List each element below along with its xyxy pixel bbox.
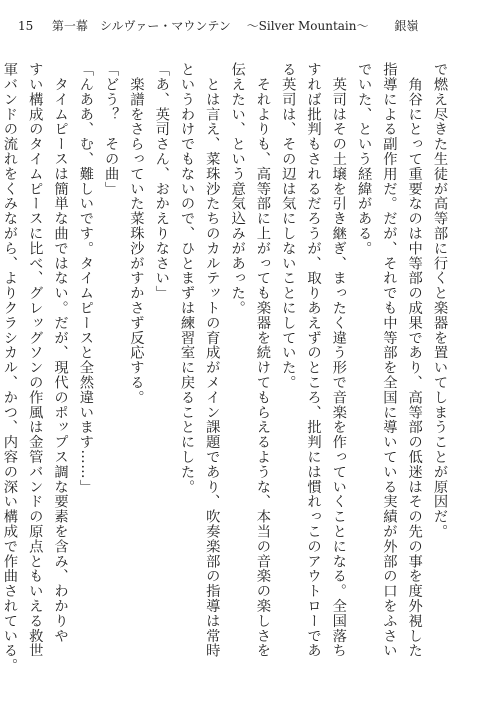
- chapter-subtitle: ～Silver Mountain～: [246, 19, 369, 33]
- text-line: 「んああ、む、難しいです。タイムピースと全然違います……」: [77, 62, 94, 495]
- text-line: でいた、という経緯がある。: [356, 62, 373, 256]
- page-number: 15: [18, 19, 34, 33]
- vertical-text-body: [1, 62, 452, 680]
- text-line: すい構成のタイムピースに比べ、グレッグソンの作風は金管バンドの原点ともいえる救世: [27, 62, 44, 658]
- text-line: 楽譜をさらっていた菜珠沙がすかさず反応する。: [128, 62, 145, 405]
- text-line: る英司は、その辺は気にしないことにしていた。: [280, 62, 297, 390]
- text-line: 英司はその土壌を引き継ぎ、まったく違う形で音楽を作っていくことになる。全国落ち: [330, 62, 347, 658]
- text-line: 軍バンドの流れをくみながら、よりクラシカル、かつ、内容の深い構成で作曲されている。: [1, 62, 18, 673]
- text-line: とは言え、菜珠沙たちのカルテットの育成がメイン課題であり、吹奏楽部の指導は常時: [204, 62, 221, 658]
- text-line: タイムピースは簡単な曲ではない。だが、現代のポップス調な要素を含み、わかりや: [52, 62, 69, 644]
- running-header: [18, 16, 488, 36]
- running-title: 銀嶺: [394, 19, 419, 33]
- text-line: 指導による副作用だ。だが、それでも中等部を全国に導いている実績が外部の口をふさい: [381, 62, 398, 658]
- text-line: 「あ、英司さん、おかえりなさい」: [153, 62, 170, 301]
- text-line: すれば批判もされるだろうが、取りあえずのところ、批判には慣れっこのアウトローであ: [305, 62, 322, 658]
- chapter-title: 第一幕 シルヴァー・マウンテン: [51, 19, 231, 33]
- text-line: で燃え尽きた生徒が高等部に行くと楽器を置いてしまうことが原因だ。: [432, 62, 448, 539]
- text-line: というわけでもないので、ひとまずは練習室に戻ることにした。: [179, 62, 196, 495]
- text-line: 角谷にとって重要なのは中等部の成果であり、高等部の低迷はその先の事を度外視した: [406, 62, 423, 658]
- text-line: 伝えたい、という意気込みがあった。: [229, 62, 246, 316]
- text-line: それよりも、高等部に上がっても楽器を続けてもらえるような、本当の音楽の楽しさを: [254, 62, 271, 658]
- text-line: 「どう？ その曲」: [103, 62, 120, 197]
